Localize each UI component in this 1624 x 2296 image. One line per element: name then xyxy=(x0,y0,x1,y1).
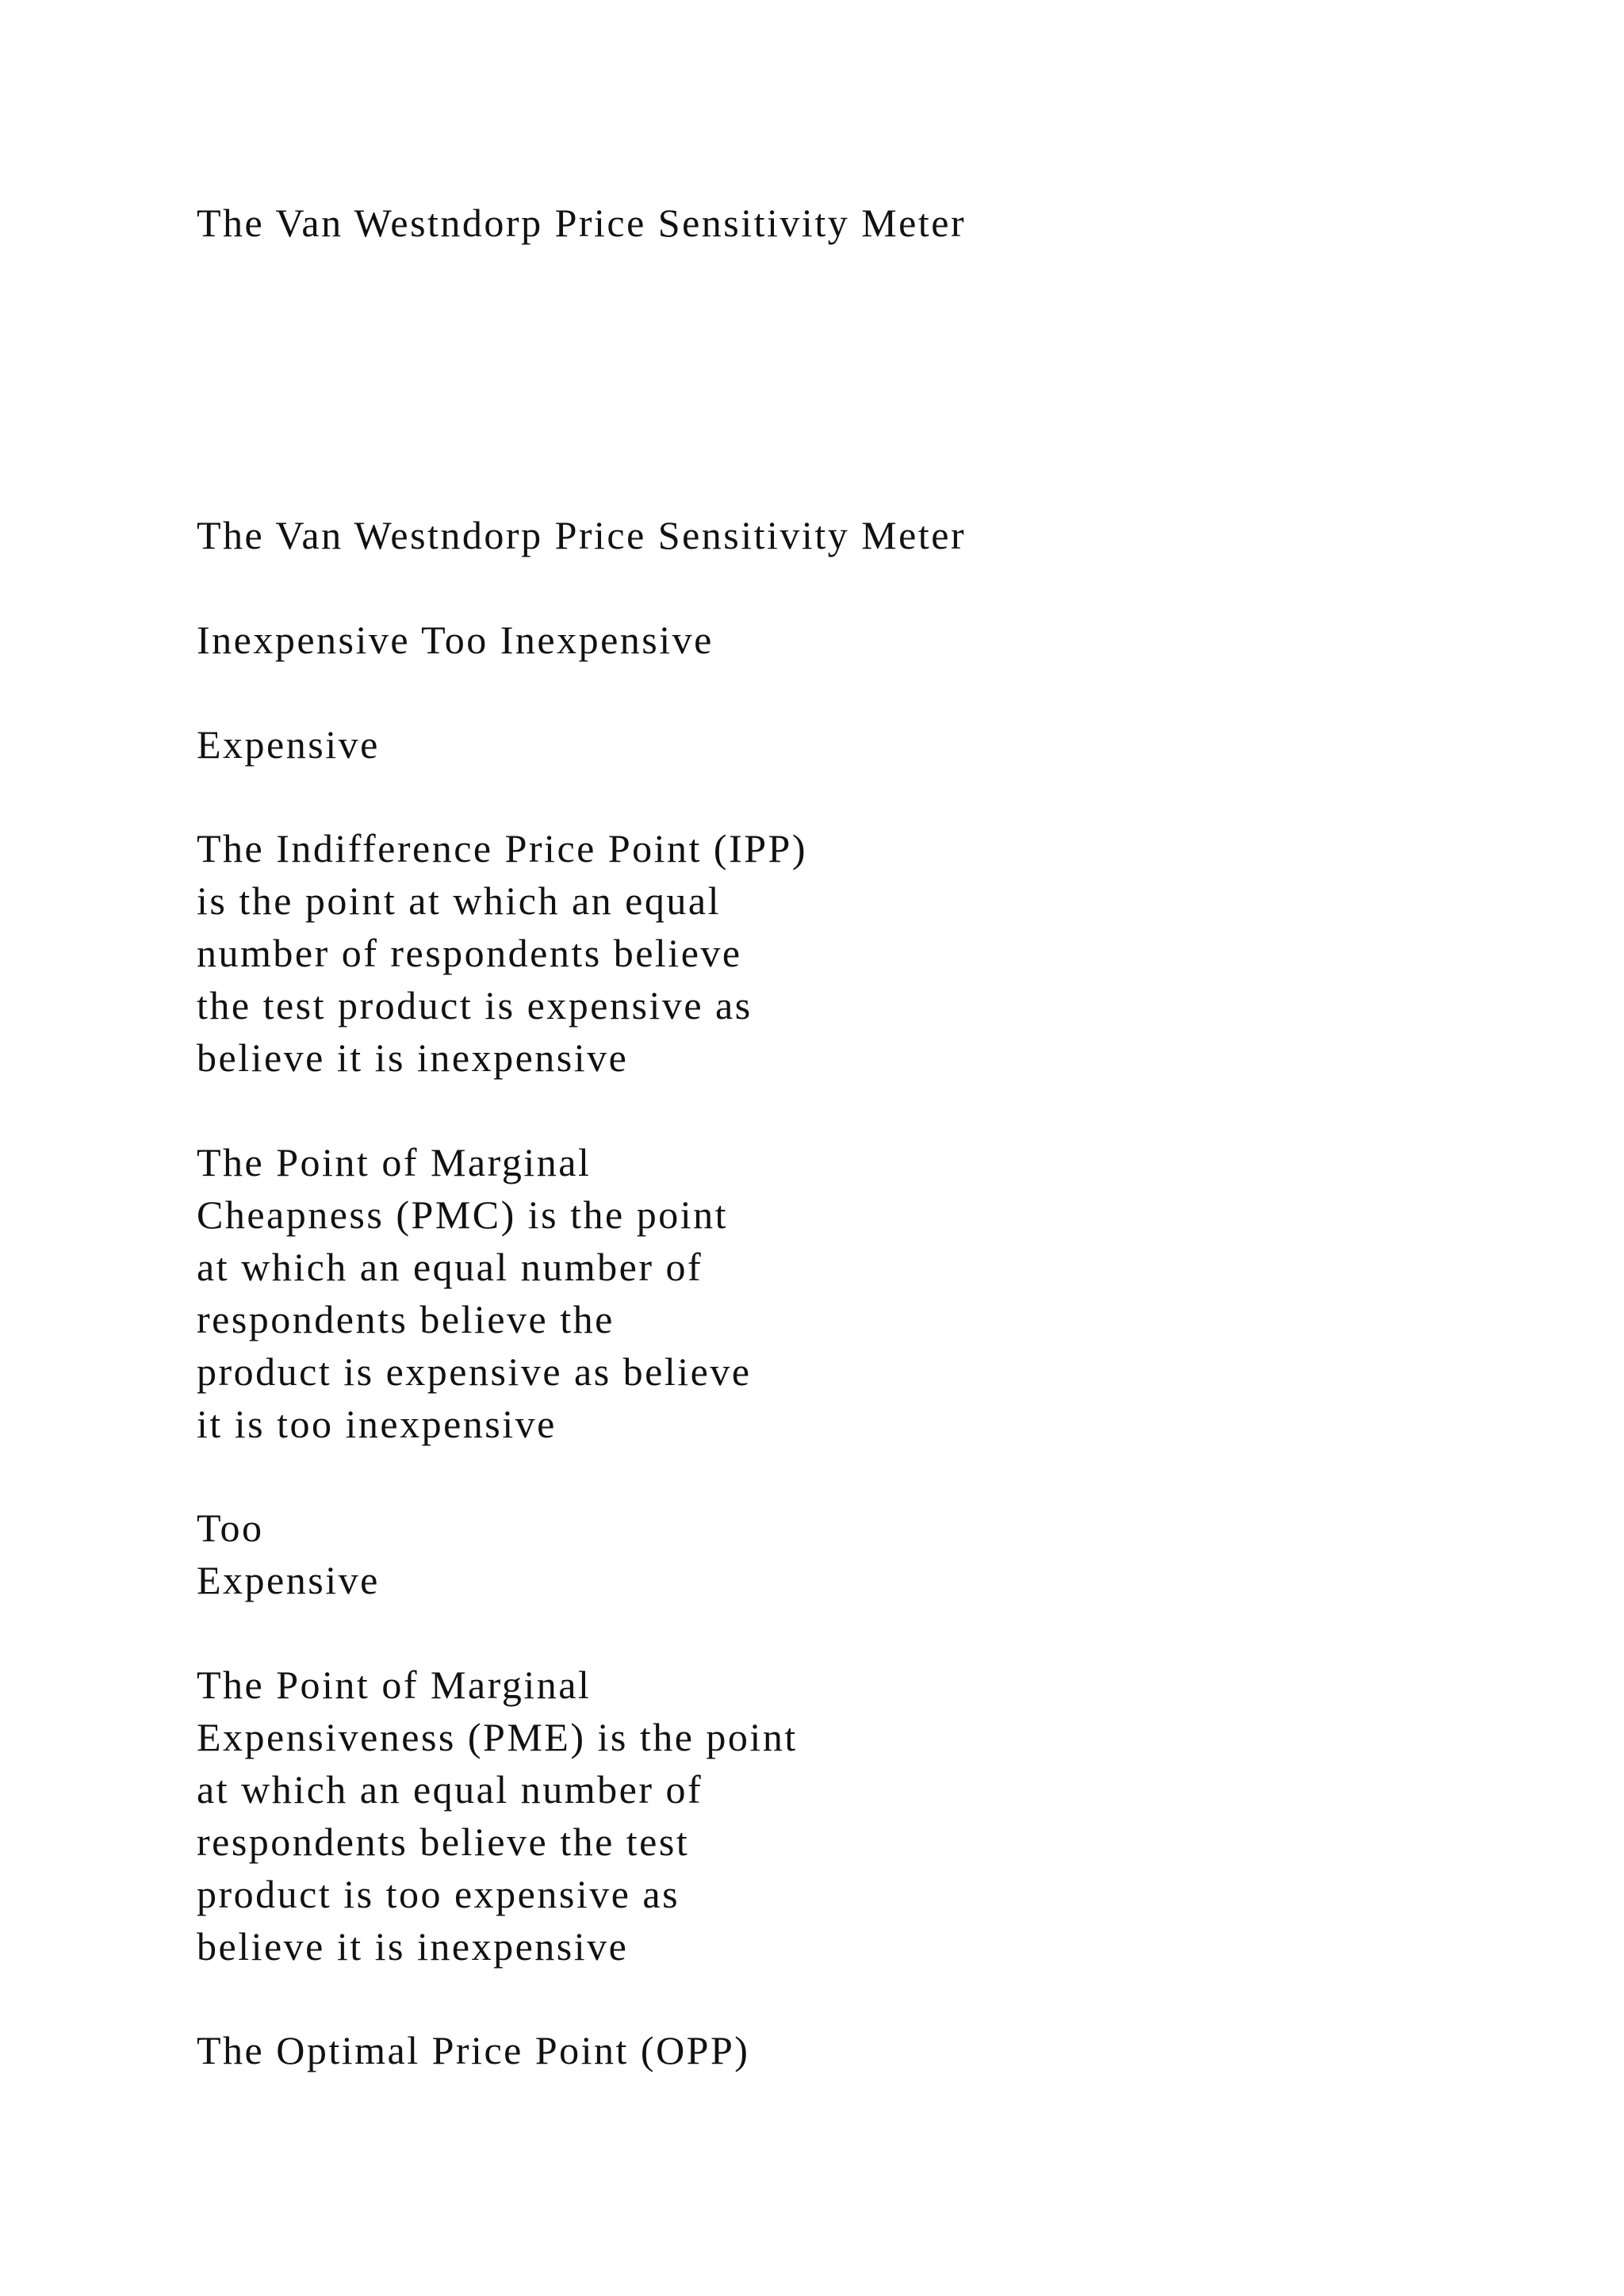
pmc-line: The Point of Marginal xyxy=(197,1140,592,1184)
pme-line: Expensiveness (PME) is the point xyxy=(197,1715,798,1759)
pmc-line: respondents believe the xyxy=(197,1297,615,1341)
ipp-line: is the point at which an equal xyxy=(197,878,721,923)
ipp-line: The Indifference Price Point (IPP) xyxy=(197,826,807,871)
section-title: The Van Westndorp Price Sensitivity Meter xyxy=(197,513,967,557)
ipp-line: number of respondents believe xyxy=(197,931,742,975)
pmc-line: Cheapness (PMC) is the point xyxy=(197,1192,728,1237)
too-expensive-line: Too xyxy=(197,1506,264,1550)
label-expensive: Expensive xyxy=(197,722,380,767)
document-title: The Van Westndorp Price Sensitivity Meter xyxy=(197,201,967,245)
opp-line: The Optimal Price Point (OPP) xyxy=(197,2028,750,2072)
label-inexpensive-too-inexpensive: Inexpensive Too Inexpensive xyxy=(197,618,714,662)
pmc-line: product is expensive as believe xyxy=(197,1349,752,1394)
pmc-line: it is too inexpensive xyxy=(197,1402,557,1446)
pmc-line: at which an equal number of xyxy=(197,1245,703,1289)
ipp-line: believe it is inexpensive xyxy=(197,1035,629,1080)
pme-line: at which an equal number of xyxy=(197,1767,703,1812)
pme-line: believe it is inexpensive xyxy=(197,1924,629,1969)
pme-line: The Point of Marginal xyxy=(197,1663,592,1707)
too-expensive-line: Expensive xyxy=(197,1558,380,1602)
pme-line: product is too expensive as xyxy=(197,1872,680,1916)
ipp-line: the test product is expensive as xyxy=(197,983,753,1027)
pme-line: respondents believe the test xyxy=(197,1820,690,1864)
